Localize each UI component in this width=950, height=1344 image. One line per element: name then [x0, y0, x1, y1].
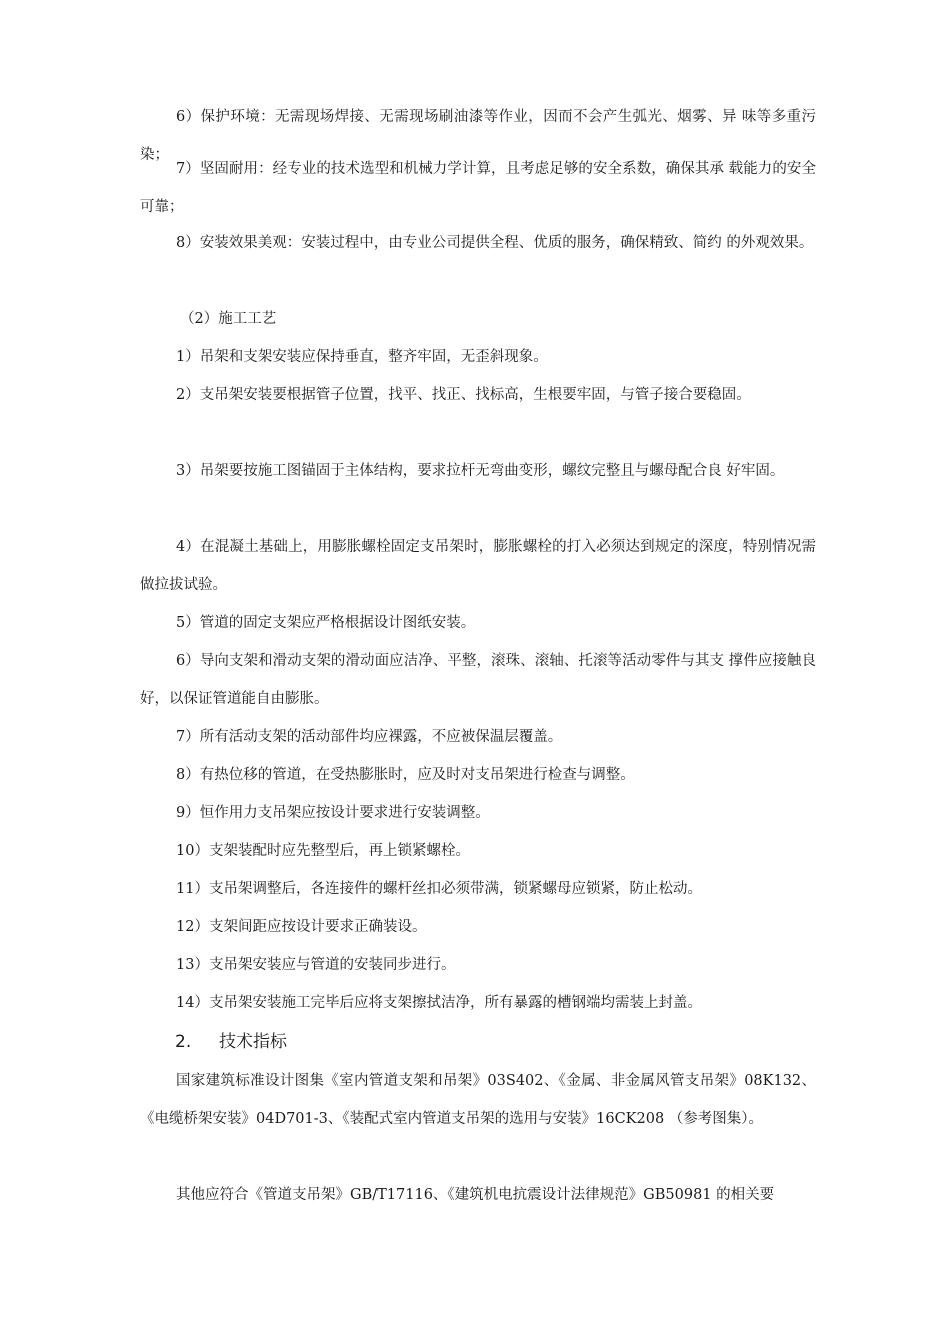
paragraph: 5）管道的固定支架应严格根据设计图纸安装。	[176, 615, 476, 631]
paragraph: 10）支架装配时应先整型后，再上锁紧螺栓。	[176, 843, 470, 859]
paragraph: 其他应符合《管道支吊架》GB/T17116、《建筑机电抗震设计法律规范》GB50981 的相关要	[176, 1187, 775, 1203]
paragraph: 9）恒作用力支吊架应按设计要求进行安装调整。	[176, 805, 490, 821]
paragraph: 7）所有活动支架的活动部件均应裸露，不应被保温层覆盖。	[176, 729, 563, 745]
paragraph: 8）有热位移的管道，在受热膨胀时，应及时对支吊架进行检查与调整。	[176, 767, 635, 783]
paragraph: 6）保护环境：无需现场焊接、无需现场刷油漆等作业，因而不会产生弧光、烟雾、异 味等多重污染；	[140, 109, 816, 163]
paragraph: 4）在混凝土基础上，用膨胀螺栓固定支吊架时，膨胀螺栓的打入必须达到规定的深度，特别情况需做拉拔试验。	[140, 539, 816, 593]
paragraph: 3）吊架要按施工图锚固于主体结构，要求拉杆无弯曲变形，螺纹完整且与螺母配合良 好牢固。	[176, 463, 785, 479]
paragraph: 11）支吊架调整后，各连接件的螺杆丝扣必须带满，锁紧螺母应锁紧，防止松动。	[176, 881, 702, 897]
paragraph: 13）支吊架安装应与管道的安装同步进行。	[176, 957, 456, 973]
section-number: 2.	[175, 1032, 192, 1052]
paragraph: 国家建筑标准设计图集《室内管道支架和吊架》03S402、《金属、非金属风管支吊架》08K132、《电缆桥架安装》04D701-3、《装配式室内管道支吊架的选用与安装》16CK208 （参考图集）。	[140, 1073, 816, 1127]
paragraph: 2）支吊架安装要根据管子位置，找平、找正、找标高，生根要牢固，与管子接合要稳固。	[176, 387, 751, 403]
paragraph: 8）安装效果美观：安装过程中，由专业公司提供全程、优质的服务，确保精致、简约 的外观效果。	[176, 235, 814, 251]
paragraph: 6）导向支架和滑动支架的滑动面应洁净、平整，滚珠、滚轴、托滚等活动零件与其支 撑件应接触良好，以保证管道能自由膨胀。	[140, 653, 816, 707]
paragraph: 12）支架间距应按设计要求正确装设。	[176, 919, 427, 935]
subsection-title: （2）施工工艺	[180, 311, 277, 327]
section-heading	[175, 1030, 287, 1054]
paragraph: 14）支吊架安装施工完毕后应将支架擦拭洁净，所有暴露的槽钢端均需装上封盖。	[176, 995, 702, 1011]
paragraph: 1）吊架和支架安装应保持垂直，整齐牢固，无歪斜现象。	[176, 349, 548, 365]
paragraph: 7）坚固耐用：经专业的技术选型和机械力学计算，且考虑足够的安全系数，确保其承 载能力的安全可靠；	[140, 161, 816, 215]
section-title: 技术指标	[219, 1032, 287, 1052]
